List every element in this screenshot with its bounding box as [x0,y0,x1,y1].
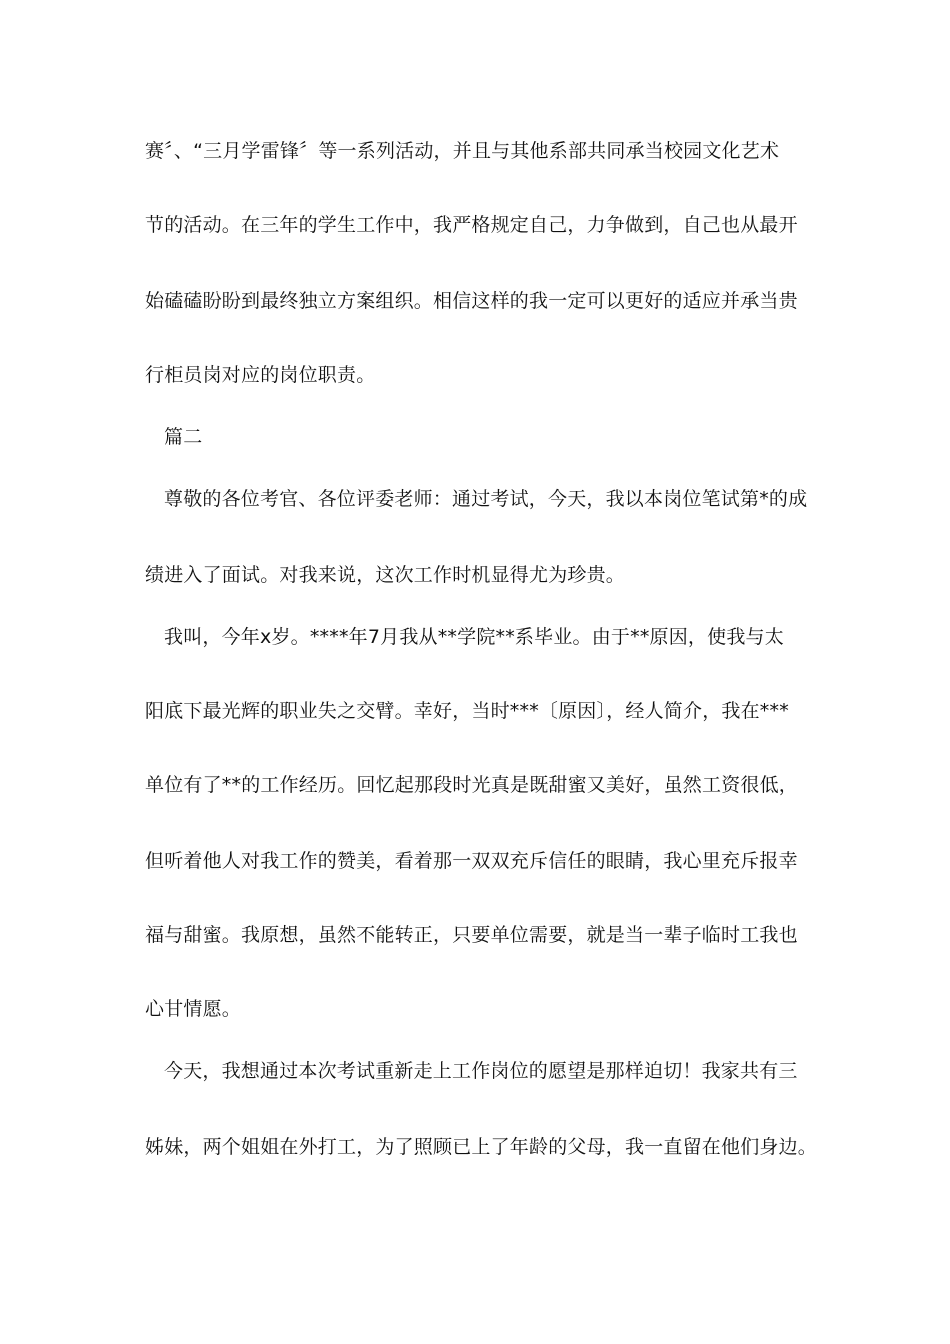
paragraph-line: 今天，我想通过本次考试重新走上工作岗位的愿望是那样迫切！我家共有三 [164,1060,798,1082]
section-heading: 篇二 [164,426,203,448]
paragraph-line: 始磕磕盼盼到最终独立方案组织。相信这样的我一定可以更好的适应并承当贵 [145,290,798,312]
paragraph-line: 但听着他人对我工作的赞美，看着那一双双充斥信任的眼睛，我心里充斥报幸 [145,850,798,872]
paragraph-line: 尊敬的各位考官、各位评委老师：通过考试，今天，我以本岗位笔试第*的成 [164,488,808,510]
paragraph-line: 行柜员岗对应的岗位职责。 [145,364,376,386]
paragraph-line: 心甘情愿。 [145,998,242,1020]
paragraph-line: 阳底下最光辉的职业失之交臂。幸好，当时***〔原因〕，经人简介，我在*** [145,700,789,722]
paragraph-line: 姊妹，两个姐姐在外打工，为了照顾已上了年龄的父母，我一直留在他们身边。 [145,1136,818,1158]
paragraph-line: 单位有了**的工作经历。回忆起那段时光真是既甜蜜又美好，虽然工资很低， [145,774,799,796]
paragraph-line: 我叫，今年x岁。****年7月我从**学院**系毕业。由于**原因，使我与太 [164,626,784,648]
paragraph-line: 赛〞、“三月学雷锋〞等一系列活动，并且与其他系部共同承当校园文化艺术 [145,140,780,162]
paragraph-line: 福与甜蜜。我原想，虽然不能转正，只要单位需要，就是当一辈子临时工我也 [145,924,798,946]
paragraph-line: 绩进入了面试。对我来说，这次工作时机显得尤为珍贵。 [145,564,626,586]
paragraph-line: 节的活动。在三年的学生工作中，我严格规定自己，力争做到，自己也从最开 [145,214,798,236]
